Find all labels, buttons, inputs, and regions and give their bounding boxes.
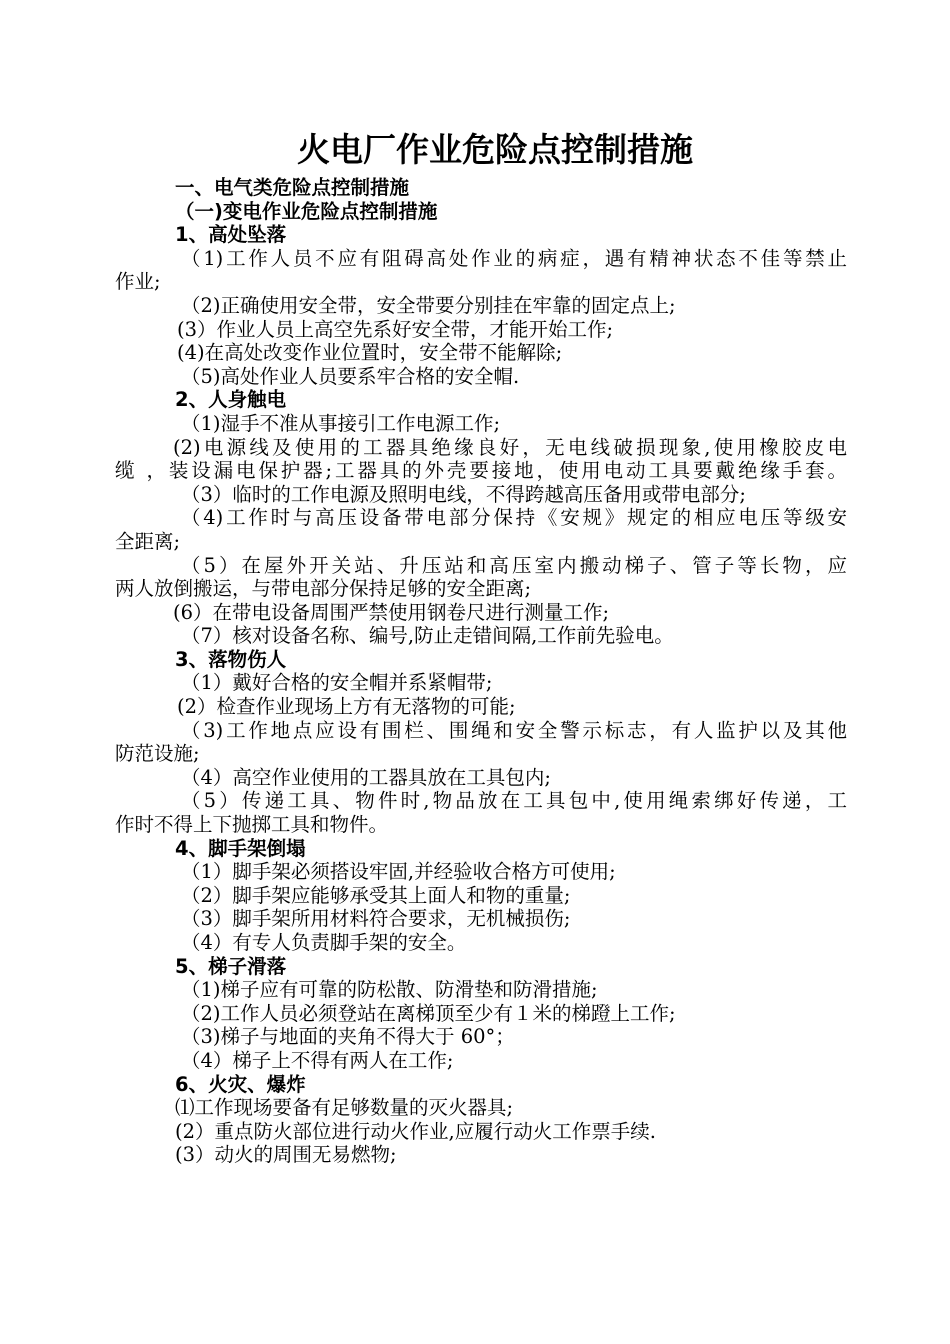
paragraph-line: （7）核对设备名称、编号,防止走错间隔,工作前先验电。 (181, 624, 674, 648)
paragraph-line: 作业; (115, 270, 161, 294)
paragraph-line: 作时不得上下抛掷工具和物件。 (115, 813, 389, 837)
paragraph-line: (2）重点防火部位进行动火作业,应履行动火工作票手续. (175, 1119, 656, 1143)
paragraph-line: (4)在高处改变作业位置时，安全带不能解除; (177, 341, 563, 365)
paragraph-line: (2)电源线及使用的工器具绝缘良好，无电线破损现象,使用橡胶皮电 (173, 435, 847, 459)
paragraph-line: （3）脚手架所用材料符合要求，无机械损伤; (181, 907, 571, 931)
heading-level-1: 一、电气类危险点控制措施 (175, 176, 410, 199)
section-heading: 4、脚手架倒塌 (175, 836, 306, 860)
document-body (115, 176, 847, 1167)
paragraph-line: 缆 ，装设漏电保护器;工器具的外壳要接地，使用电动工具要戴绝缘手套。 (115, 459, 847, 483)
paragraph-line: （5）在屋外开关站、升压站和高压室内搬动梯子、管子等长物，应 (181, 553, 847, 577)
paragraph-line: (2）检查作业现场上方有无落物的可能; (177, 695, 516, 719)
paragraph-line: （3)梯子与地面的夹角不得大于 60°； (181, 1025, 515, 1049)
paragraph-line: （4）高空作业使用的工器具放在工具包内; (181, 765, 551, 789)
paragraph-line: (3）作业人员上高空先系好安全带，才能开始工作; (177, 317, 614, 341)
paragraph-line: 全距离; (115, 529, 181, 553)
section-heading: 6、火灾、爆炸 (175, 1072, 306, 1096)
paragraph-line: （2）脚手架应能够承受其上面人和物的重量; (181, 883, 571, 907)
paragraph-line: （5)高处作业人员要系牢合格的安全帽. (181, 364, 520, 388)
paragraph-line: （5）传递工具、物件时,物品放在工具包中,使用绳索绑好传递，工 (181, 789, 847, 813)
paragraph-line: （1）戴好合格的安全帽并系紧帽带; (181, 671, 493, 695)
paragraph-line: （1)湿手不准从事接引工作电源工作; (181, 411, 501, 435)
paragraph-line: 防范设施; (115, 742, 200, 766)
paragraph-line: （2)工作人员必须登站在离梯顶至少有１米的梯蹬上工作; (181, 1001, 676, 1025)
paragraph-line: 两人放倒搬运，与带电部分保持足够的安全距离; (115, 577, 532, 601)
paragraph-line: （3）临时的工作电源及照明电线，不得跨越高压备用或带电部分; (181, 482, 746, 506)
document-title: 火电厂作业危险点控制措施 (297, 130, 693, 169)
paragraph-line: （2)正确使用安全带，安全带要分别挂在牢靠的固定点上; (181, 293, 676, 317)
paragraph-line: （4)工作时与高压设备带电部分保持《安规》规定的相应电压等级安 (181, 506, 847, 530)
section-heading: 5、梯子滑落 (175, 954, 287, 978)
paragraph-line: ⑴工作现场要备有足够数量的灭火器具; (175, 1096, 514, 1120)
heading-level-2: （一)变电作业危险点控制措施 (175, 199, 438, 223)
paragraph-line: (6）在带电设备周围严禁使用钢卷尺进行测量工作; (173, 600, 610, 624)
section-heading: 3、落物伤人 (175, 647, 287, 671)
paragraph-line: （1)工作人员不应有阻碍高处作业的病症，遇有精神状态不佳等禁止 (181, 246, 847, 270)
paragraph-line: (3）动火的周围无易燃物; (175, 1143, 397, 1167)
paragraph-line: （3)工作地点应设有围栏、围绳和安全警示标志，有人监护以及其他 (181, 718, 847, 742)
paragraph-line: （4）梯子上不得有两人在工作; (181, 1048, 454, 1072)
paragraph-line: （1）脚手架必须搭设牢固,并经验收合格方可使用; (181, 860, 616, 884)
section-heading: 2、人身触电 (175, 388, 287, 412)
paragraph-line: （1)梯子应有可靠的防松散、防滑垫和防滑措施; (181, 978, 598, 1002)
paragraph-line: （4）有专人负责脚手架的安全。 (181, 931, 467, 954)
section-heading: 1、高处坠落 (175, 223, 287, 247)
